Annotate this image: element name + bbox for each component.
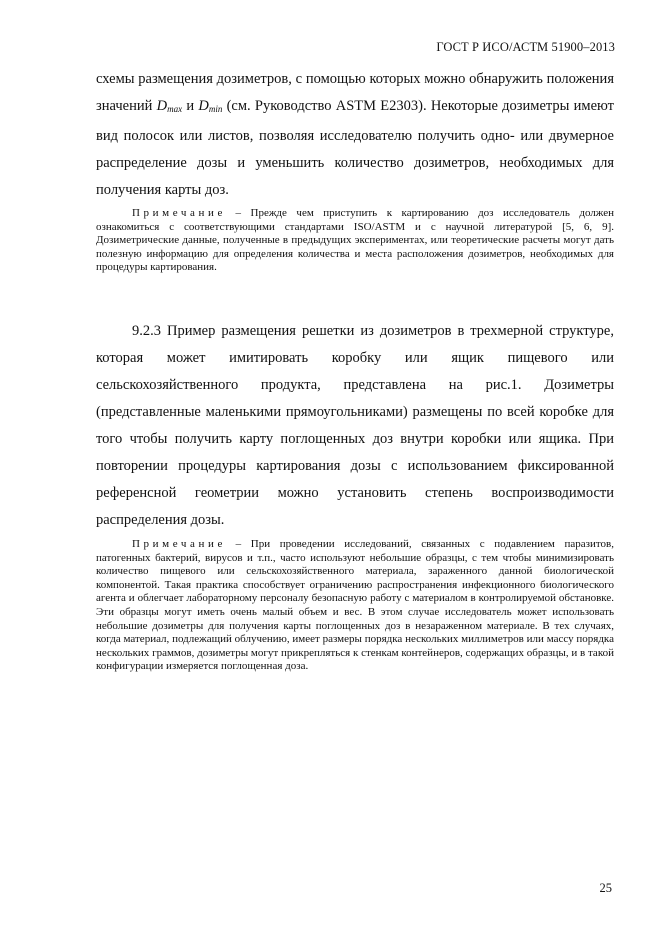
conjunction-text: и [182, 98, 199, 114]
paragraph-text-part: (см. Руководство ASTM E2303). Некоторые дозиметры имеют вид полосок или листов, позволяя исследователю получить одно- или двумерное распределение дозы и уменьшить количество дозиметров, необходимых для получения карты доз. [96, 98, 615, 198]
note-dash: – [225, 207, 251, 219]
note-label: Примечание [132, 207, 226, 219]
dmax-symbol: D [156, 98, 168, 114]
note-block [96, 538, 614, 674]
note-text: При проведении исследований, связанных с подавлением паразитов, патогенных бактерий, вирусов и т.п., часто используют небольшие образцы, с тем чтобы минимизировать количество пищевого или сельскохозяйственного материала, зараженного данной биологической компонентой. Такая практика способствует ограничению распространения инфекционного биологического агента и облегчает лабораторному персоналу безопасную работу с материалом в контролируемой обстановке. Эти образцы могут иметь очень малый объем и вес. В этом случае исследователь может использовать небольшие дозиметры для получения карты поглощенных доз в незараженном материале. В тех случаях, когда материал, подлежащий облучению, имеет размеры порядка нескольких миллиметров или массу порядка нескольких граммов, дозиметры могут прикрепляться к стенкам контейнеров, содержащих образцы, и в такой конфигурации измеряется поглощенная доза. [96, 538, 614, 673]
note-text: Прежде чем приступить к картированию доз исследователь должен ознакомиться с соответствующими стандартами ISO/ASTM и с научной литературой [5, 6, 9]. Дозиметрические данные, полученные в предыдущих экспериментах, или теоретические расчеты могут дать полезную информацию для определения количества и места расположения дозиметров, необходимых для процедуры картирования. [96, 207, 615, 274]
dmax-subscript: max [167, 104, 183, 114]
note-dash: – [225, 538, 251, 550]
note-block [96, 207, 614, 275]
paragraph-text: 9.2.3 Пример размещения решетки из дозиметров в трехмерной структуре, которая может имитировать коробку или ящик пищевого или сельскохозяйственного продукта, представлена на рис.1. Дозиметры (представленные маленькими прямоугольниками) размещены по всей коробке для того чтобы получить карту поглощенных доз внутри коробки или ящика. При повторении процедуры картирования дозы с использованием фиксированной референсной геометрии можно установить степень воспроизводимости распределения дозы. [96, 323, 614, 528]
note-label: Примечание [132, 538, 226, 550]
dmin-symbol: D [198, 98, 209, 114]
dmin-subscript: min [208, 104, 223, 114]
paragraph-continuation [96, 66, 614, 204]
page-number: 25 [599, 881, 612, 895]
paragraph-text-part: схемы размещения дозиметров, с помощью которых можно обнаружить положения значений [96, 71, 614, 114]
paragraph-text [96, 66, 614, 204]
document-header: ГОСТ Р ИСО/АСТМ 51900–2013 [436, 40, 615, 54]
section-9-2-3 [96, 318, 614, 534]
